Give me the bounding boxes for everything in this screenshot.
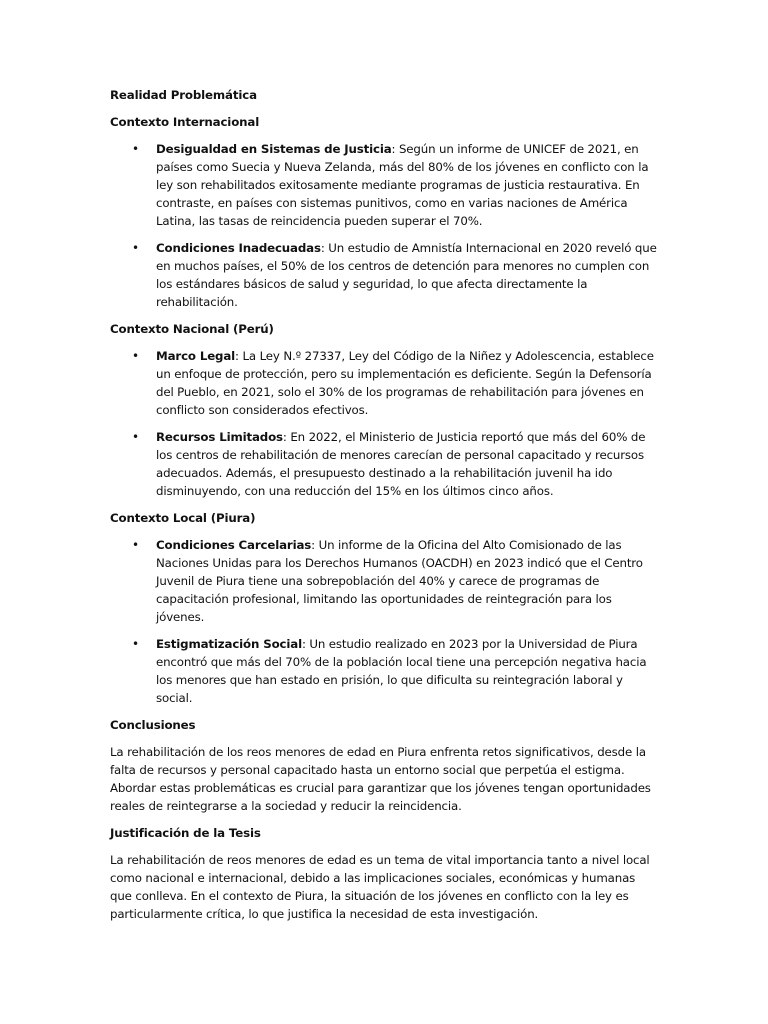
list-item xyxy=(110,536,658,626)
section-heading-national: Contexto Nacional (Perú) xyxy=(110,322,274,336)
item-text: : Según un informe de UNICEF de 2021, en países como Suecia y Nueva Zelanda, más del 80% de los jóvenes en conflicto con la ley son rehabilitados exitosamente mediante programas de justicia restaurativa. En contraste, en países con sistemas punitivos, como en varias naciones de América Latina, las tasas de reincidencia pueden superar el 70%. xyxy=(156,142,649,228)
document-body xyxy=(110,86,658,932)
item-term: Recursos Limitados xyxy=(156,430,283,444)
list-item xyxy=(110,428,658,500)
item-term: Marco Legal xyxy=(156,349,236,363)
item-text: : Un informe de la Oficina del Alto Comisionado de las Naciones Unidas para los Derechos Humanos (OACDH) en 2023 indicó que el Centro Juvenil de Piura tiene una sobrepoblación del 40% y carece de programas de capacitación profesional, limitando las oportunidades de reintegración para los jóvenes. xyxy=(156,538,643,624)
conclusions-heading: Conclusiones xyxy=(110,718,196,732)
list-item xyxy=(110,239,658,311)
item-term: Condiciones Carcelarias xyxy=(156,538,312,552)
document-title: Realidad Problemática xyxy=(110,88,257,102)
bullet-icon: • xyxy=(132,637,139,651)
list-item xyxy=(110,635,658,707)
bullet-icon: • xyxy=(132,430,139,444)
item-term: Condiciones Inadecuadas xyxy=(156,241,321,255)
list-item xyxy=(110,140,658,230)
section-heading-international: Contexto Internacional xyxy=(110,115,260,129)
item-text: : Un estudio realizado en 2023 por la Universidad de Piura encontró que más del 70% de la población local tiene una percepción negativa hacia los menores que han estado en prisión, lo que dificulta su reintegración laboral y social. xyxy=(156,637,647,705)
bullet-list-international xyxy=(110,140,658,311)
item-text: : La Ley N.º 27337, Ley del Código de la Niñez y Adolescencia, establece un enfoque de protección, pero su implementación es deficiente. Según la Defensoría del Pueblo, en 2021, solo el 30% de los programas de rehabilitación para jóvenes en conflicto son considerados efectivos. xyxy=(156,349,654,417)
item-text: : Un estudio de Amnistía Internacional en 2020 reveló que en muchos países, el 50% de los centros de detención para menores no cumplen con los estándares básicos de salud y seguridad, lo que afecta directamente la rehabilitación. xyxy=(156,241,657,309)
item-term: Estigmatización Social xyxy=(156,637,302,651)
justification-heading: Justificación de la Tesis xyxy=(110,826,261,840)
bullet-icon: • xyxy=(132,241,139,255)
bullet-icon: • xyxy=(132,142,139,156)
section-heading-local: Contexto Local (Piura) xyxy=(110,511,256,525)
list-item xyxy=(110,347,658,419)
justification-paragraph: La rehabilitación de reos menores de edad es un tema de vital importancia tanto a nivel local como nacional e internacional, debido a las implicaciones sociales, económicas y humanas que conlleva. En el contexto de Piura, la situación de los jóvenes en conflicto con la ley es particularmente crítica, lo que justifica la necesidad de esta investigación. xyxy=(110,853,650,921)
item-text: : En 2022, el Ministerio de Justicia reportó que más del 60% de los centros de rehabilitación de menores carecían de personal capacitado y recursos adecuados. Además, el presupuesto destinado a la rehabilitación juvenil ha ido disminuyendo, con una reducción del 15% en los últimos cinco años. xyxy=(156,430,646,498)
bullet-list-local xyxy=(110,536,658,707)
item-term: Desigualdad en Sistemas de Justicia xyxy=(156,142,392,156)
conclusions-paragraph: La rehabilitación de los reos menores de edad en Piura enfrenta retos significativos, desde la falta de recursos y personal capacitado hasta un entorno social que perpetúa el estigma. Abordar estas problemáticas es crucial para garantizar que los jóvenes tengan oportunidades reales de reintegrarse a la sociedad y reducir la reincidencia. xyxy=(110,745,651,813)
bullet-icon: • xyxy=(132,349,139,363)
bullet-icon: • xyxy=(132,538,139,552)
bullet-list-national xyxy=(110,347,658,500)
